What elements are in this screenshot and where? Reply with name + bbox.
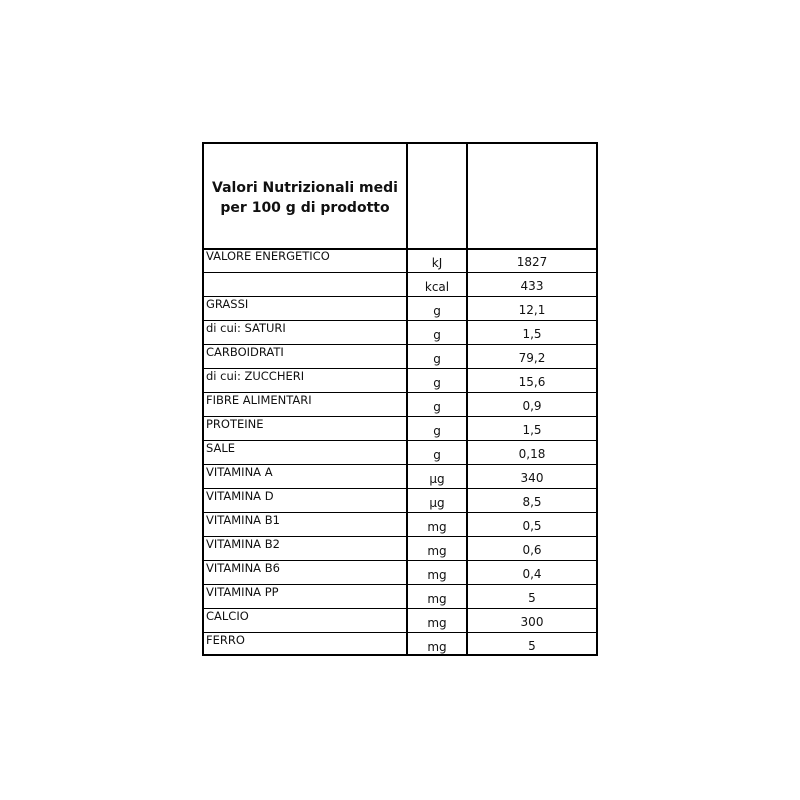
nutrient-unit: mg: [427, 544, 447, 558]
nutrient-name: CALCIO: [206, 609, 249, 623]
table-row: [204, 368, 596, 393]
nutrient-name: VITAMINA B6: [206, 561, 280, 575]
nutrient-value: 1,5: [522, 327, 542, 341]
nutrient-unit: mg: [427, 640, 447, 654]
nutrient-value: 15,6: [518, 375, 546, 389]
table-row: [204, 392, 596, 417]
nutrient-name: CARBOIDRATI: [206, 345, 284, 359]
table-row: [204, 488, 596, 513]
nutrient-unit: g: [433, 376, 441, 390]
nutrient-name: SALE: [206, 441, 236, 455]
table-title-line1: Valori Nutrizionali medi: [212, 180, 398, 196]
nutrient-unit: mg: [427, 520, 447, 534]
nutrient-name: VITAMINA B1: [206, 513, 280, 527]
nutrient-name: GRASSI: [206, 297, 249, 311]
nutrient-value: 433: [520, 279, 544, 293]
nutrient-unit: mg: [427, 592, 447, 606]
nutrient-name: VALORE ENERGETICO: [206, 249, 330, 263]
nutrient-unit: kJ: [431, 256, 443, 270]
nutrient-name: VITAMINA PP: [206, 585, 279, 599]
nutrient-unit: g: [433, 328, 441, 342]
nutrient-value: 340: [520, 471, 544, 485]
nutrient-unit: g: [433, 304, 441, 318]
nutrient-value: 0,9: [522, 399, 542, 413]
table-row: [204, 632, 596, 656]
nutrient-unit: g: [433, 352, 441, 366]
nutrient-unit: µg: [429, 496, 445, 510]
nutrient-value: 1,5: [522, 423, 542, 437]
nutrient-value: 0,5: [522, 519, 542, 533]
nutrient-value: 5: [528, 591, 536, 605]
table-title-line2: per 100 g di prodotto: [220, 200, 390, 216]
table-row: [204, 440, 596, 465]
nutrient-name: di cui: SATURI: [206, 321, 286, 335]
table-row: [204, 344, 596, 369]
table-row: [204, 512, 596, 537]
nutrient-value: 0,4: [522, 567, 542, 581]
table-row: [204, 536, 596, 561]
table-row: [204, 320, 596, 345]
nutrient-value: 0,18: [518, 447, 546, 461]
table-row: [204, 272, 596, 297]
table-row: [204, 608, 596, 633]
table-row: [204, 584, 596, 609]
nutrient-value: 1827: [516, 255, 548, 269]
nutrient-unit: mg: [427, 568, 447, 582]
nutrient-name: FIBRE ALIMENTARI: [206, 393, 312, 407]
nutrient-unit: g: [433, 448, 441, 462]
nutrient-value: 0,6: [522, 543, 542, 557]
table-row: [204, 464, 596, 489]
nutrient-value: 300: [520, 615, 544, 629]
nutrient-unit: mg: [427, 616, 447, 630]
nutrient-unit: g: [433, 400, 441, 414]
nutrient-name: di cui: ZUCCHERI: [206, 369, 305, 383]
table-row: [204, 560, 596, 585]
nutrient-unit: kcal: [424, 280, 450, 294]
nutrient-name: VITAMINA A: [206, 465, 273, 479]
nutrient-name: PROTEINE: [206, 417, 264, 431]
nutrient-value: 5: [528, 639, 536, 653]
nutrient-value: 8,5: [522, 495, 542, 509]
nutrient-name: VITAMINA B2: [206, 537, 280, 551]
nutrient-value: 79,2: [518, 351, 546, 365]
nutrient-unit: µg: [429, 472, 445, 486]
table-row: [204, 248, 596, 273]
nutrient-name: FERRO: [206, 633, 245, 647]
table-row: [204, 296, 596, 321]
nutrient-value: 12,1: [518, 303, 546, 317]
nutrition-table: [202, 142, 598, 656]
nutrient-name: VITAMINA D: [206, 489, 274, 503]
table-row: [204, 416, 596, 441]
nutrient-unit: g: [433, 424, 441, 438]
table-title: [204, 178, 406, 218]
